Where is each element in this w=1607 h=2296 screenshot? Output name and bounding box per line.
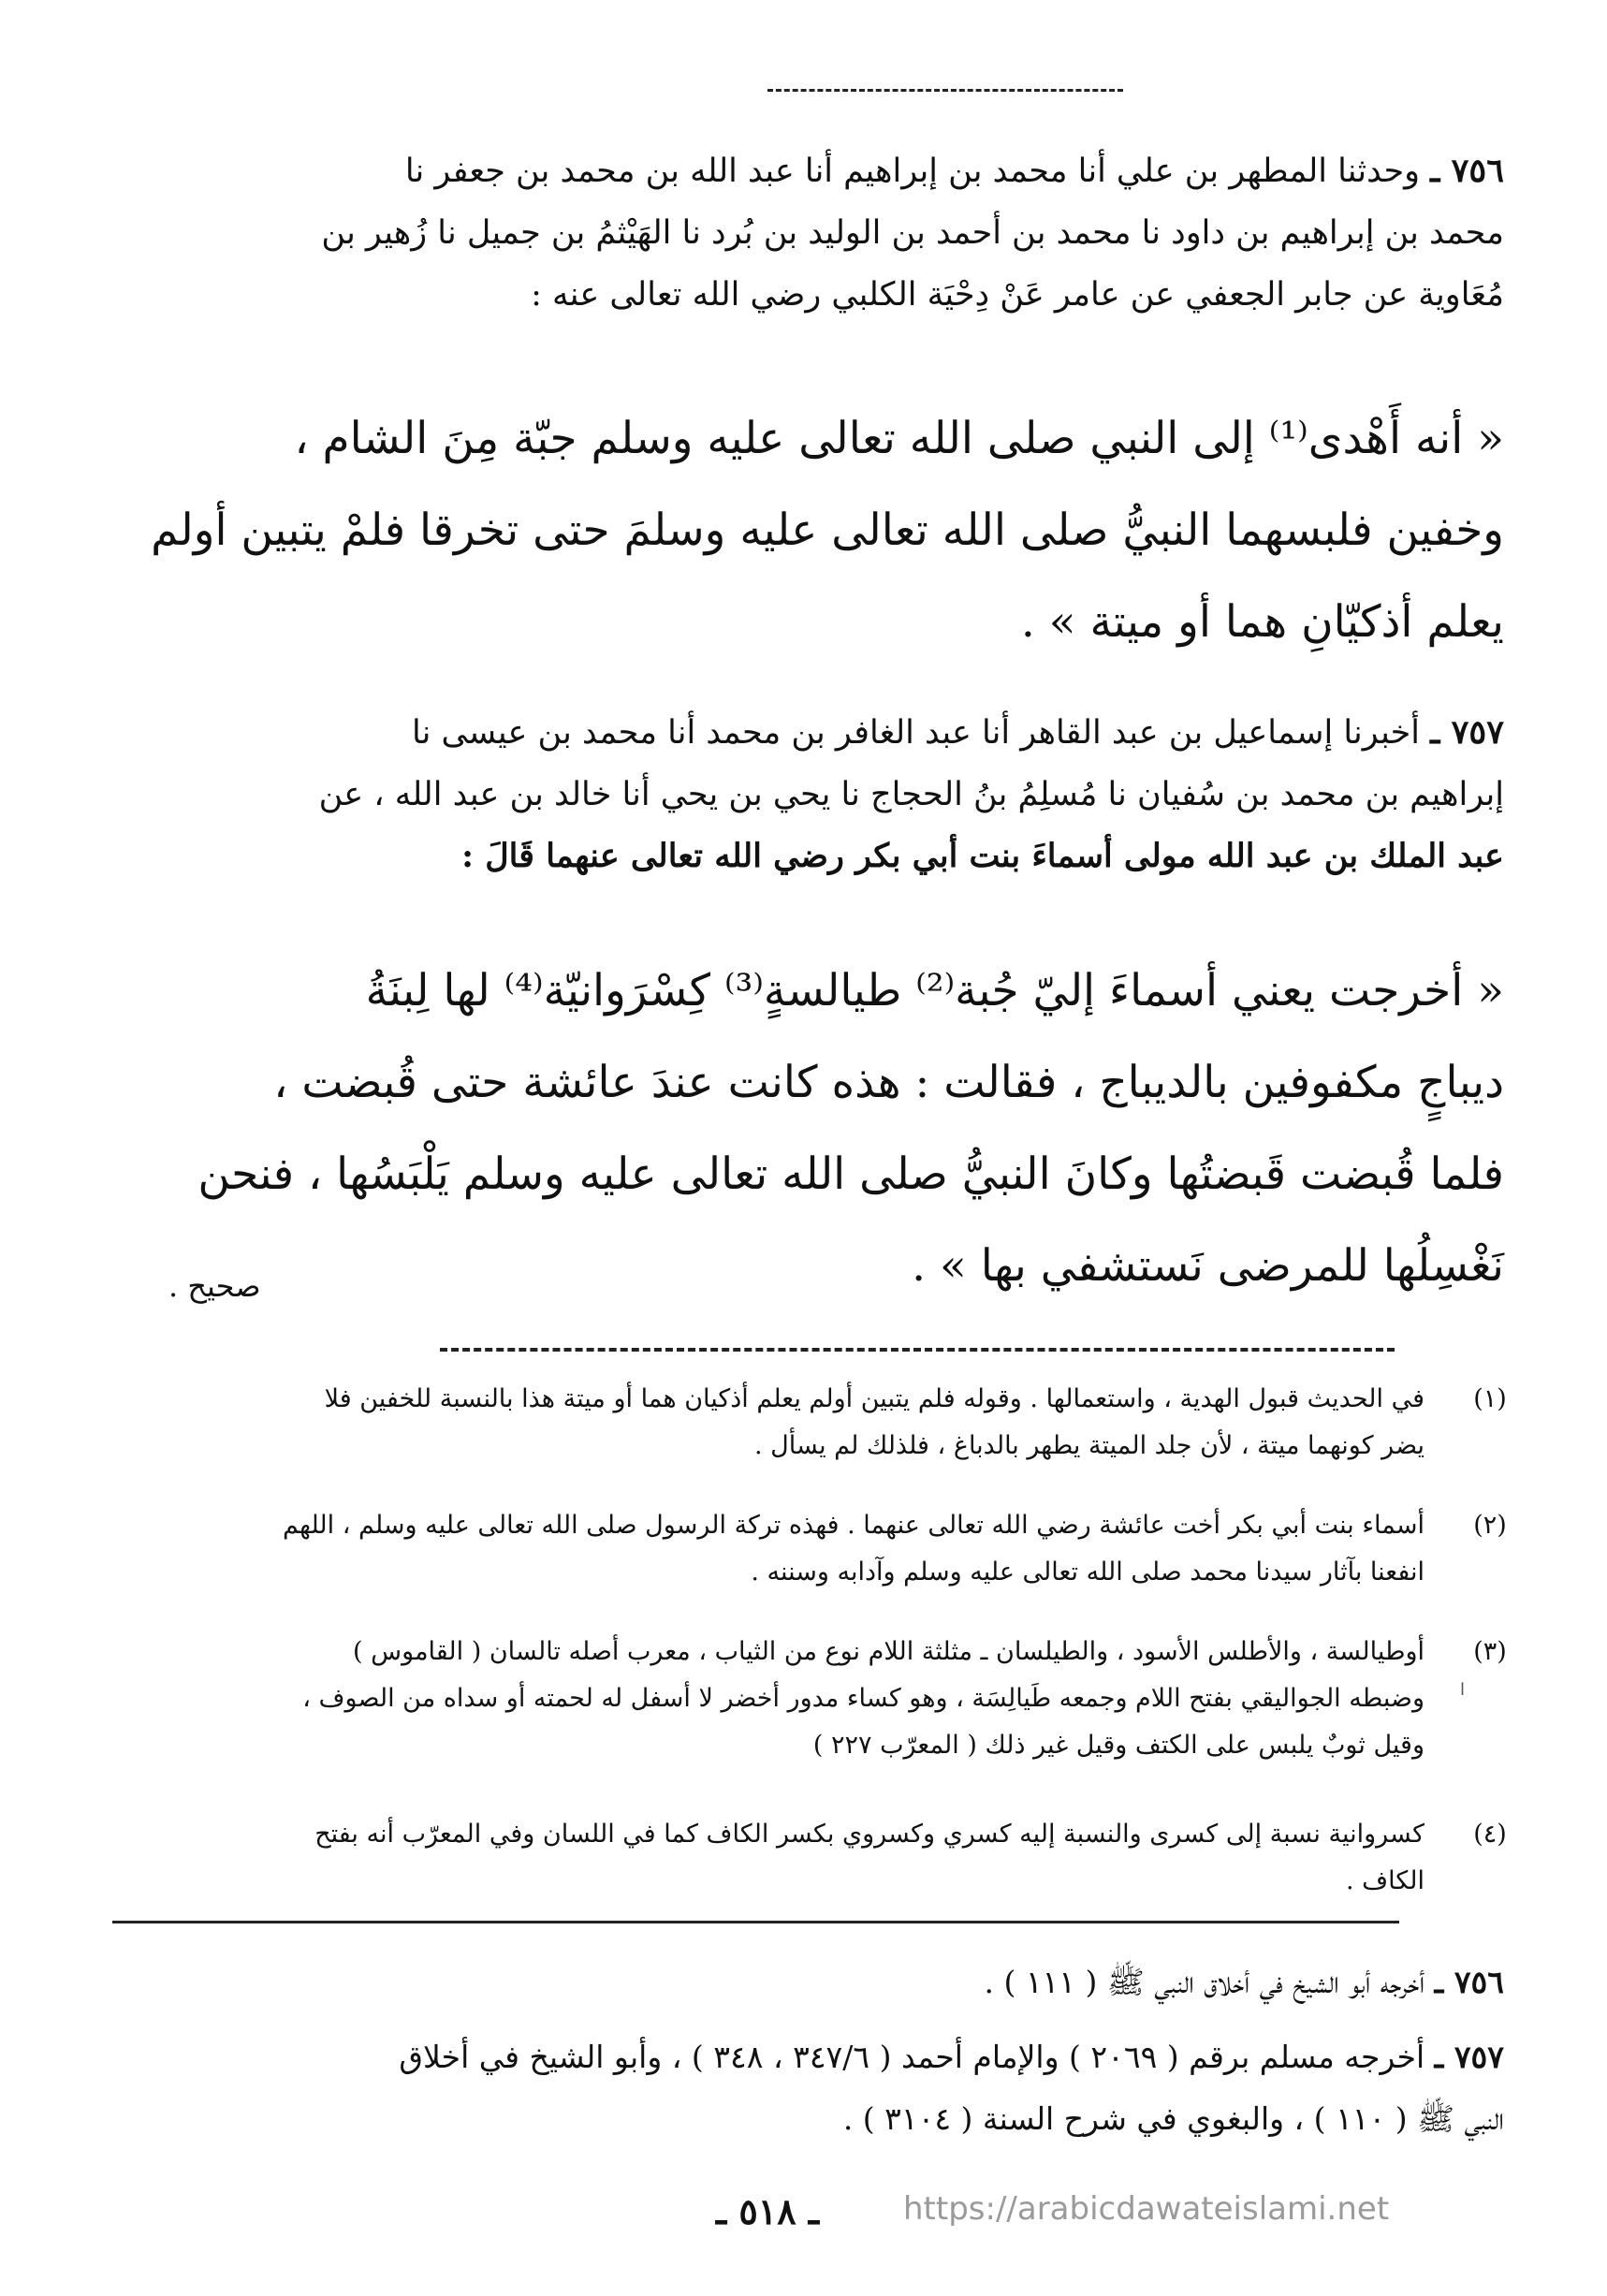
page-number: ـ ٥١٨ ـ	[716, 2190, 819, 2232]
footnote-number: (٣)	[1473, 1637, 1507, 1666]
margin-mark: ا	[1460, 1680, 1466, 1700]
matn-line: وخفين فلبسهما النبيُّ صلى الله تعالى عليه وسلمَ حتى تخرقا فلمْ يتبين أولم	[151, 505, 1504, 556]
footnote-line: انفعنا بآثار سيدنا محمد صلى الله تعالى عليه وسلم وآدابه وسننه .	[751, 1557, 1424, 1587]
footnote-number: (١)	[1473, 1384, 1507, 1413]
matn-line: « أخرجت يعني أسماءَ إليّ جُبة⁽²⁾ طيالسةٍ⁽³⁾ كِسْرَوانيّة⁽⁴⁾ لها لِبنَةُ	[365, 965, 1504, 1016]
hadith-757-isnad	[112, 702, 1504, 887]
footnote-line: أوطيالسة ، والأطلس الأسود ، والطيلسان ـ مثلثة اللام نوع من الثياب ، معرب أصله تالسان ( القاموس )	[353, 1637, 1424, 1666]
footnote-line: أسماء بنت أبي بكر أخت عائشة رضي الله تعالى عنهما . فهذه تركة الرسول صلى الله تعالى عليه وسلم ، اللهم	[283, 1511, 1424, 1540]
watermark-url: https://arabicdawateislami.net	[903, 2190, 1390, 2228]
takhrij-number: ٧٥٧ ـ	[1434, 2039, 1504, 2075]
footnote-3	[112, 1629, 1507, 1769]
hadith-756-matn	[112, 393, 1504, 668]
matn-line: ديباجٍ مكفوفين بالديباج ، فقالت : هذه كانت عندَ عائشة حتى قُبضت ،	[273, 1057, 1504, 1108]
takhrij-line: أخرجه مسلم برقم ( ٢٠٦٩ ) والإمام أحمد ( ٣٤٧/٦ ، ٣٤٨ ) ، وأبو الشيخ في أخلاق	[399, 2039, 1425, 2075]
footnote-2	[112, 1502, 1507, 1596]
matn-line: نَغْسِلُها للمرضى نَستشفي بها » .	[912, 1240, 1504, 1292]
footnote-1	[112, 1376, 1507, 1470]
footnote-number: (٢)	[1473, 1511, 1507, 1540]
footnote-line: الكاف .	[1345, 1866, 1424, 1895]
isnad-line: وحدثنا المطهر بن علي أنا محمد بن إبراهيم أنا عبد الله بن محمد بن جعفر نا	[404, 153, 1420, 190]
hadith-757-number: ٧٥٧ ـ	[1430, 713, 1504, 752]
takhrij-line: أخرجه أبو الشيخ في أخلاق النبي ﷺ ( ١١١ ) .	[984, 1964, 1425, 2000]
header-rule	[767, 89, 1123, 95]
takhrij-line: النبي ﷺ ( ١١٠ ) ، والبغوي في شرح السنة ( ٣١٠٤ ) .	[842, 2100, 1504, 2137]
footnote-line: وضبطه الجواليقي بفتح اللام وجمعه طَيالِسَة ، وهو كساء مدور أخضر لا أسفل له لحمته أو سداه من الصوف ،	[302, 1684, 1424, 1713]
hadith-grade: صحيح .	[168, 1268, 261, 1304]
hadith-756-number: ٧٥٦ ـ	[1430, 152, 1504, 190]
footnote-separator	[440, 1348, 1395, 1352]
hadith-757-matn	[112, 945, 1504, 1312]
takhrij-757	[112, 2026, 1504, 2150]
matn-line: يعلم أذكيّانِ هما أو ميتة » .	[1020, 596, 1504, 648]
footnote-line: وقيل ثوبٌ يلبس على الكتف وقيل غير ذلك ( المعرّب ٢٢٧ )	[812, 1731, 1424, 1760]
isnad-line: عبد الملك بن عبد الله مولى أسماءَ بنت أبي بكر رضي الله تعالى عنهما قَالَ :	[461, 837, 1504, 875]
footnote-4	[112, 1811, 1507, 1905]
matn-line: فلما قُبضت قَبضتُها وكانَ النبيُّ صلى الله تعالى عليه وسلم يَلْبَسُها ، فنحن	[197, 1148, 1504, 1200]
hadith-756-isnad	[112, 140, 1504, 326]
footnote-line: كسروانية نسبة إلى كسرى والنسبة إليه كسري وكسروي بكسر الكاف كما في اللسان وفي المعرّب أنه بفتح	[314, 1820, 1424, 1849]
isnad-line: محمد بن إبراهيم بن داود نا محمد بن أحمد بن الوليد بن بُرد نا الهَيْثمُ بن جميل نا زُهير بن	[321, 214, 1504, 252]
footnote-number: (٤)	[1473, 1820, 1507, 1849]
isnad-line: أخبرنا إسماعيل بن عبد القاهر أنا عبد الغافر بن محمد أنا محمد بن عيسى نا	[412, 714, 1420, 752]
footnote-line: يضر كونهما ميتة ، لأن جلد الميتة يطهر بالدباغ ، فلذلك لم يسأل .	[753, 1431, 1424, 1460]
isnad-line: مُعَاوية عن جابر الجعفي عن عامر عَنْ دِحْيَة الكلبي رضي الله تعالى عنه :	[531, 276, 1504, 314]
takhrij-separator	[112, 1921, 1399, 1923]
isnad-line: إبراهيم بن محمد بن سُفيان نا مُسلِمُ بنُ الحجاج نا يحي بن يحي أنا خالد بن عبد الله ، عن	[318, 776, 1504, 813]
takhrij-756	[112, 1952, 1504, 2013]
footnote-line: في الحديث قبول الهدية ، واستعمالها . وقوله فلم يتبين أولم يعلم أذكيان هما أو ميتة هذا بالنسبة للخفين فلا	[324, 1384, 1424, 1413]
matn-line: « أنه أَهْدى⁽¹⁾ إلى النبي صلى الله تعالى عليه وسلم جبّة مِنَ الشام ،	[294, 413, 1504, 464]
takhrij-number: ٧٥٦ ـ	[1434, 1964, 1504, 2000]
